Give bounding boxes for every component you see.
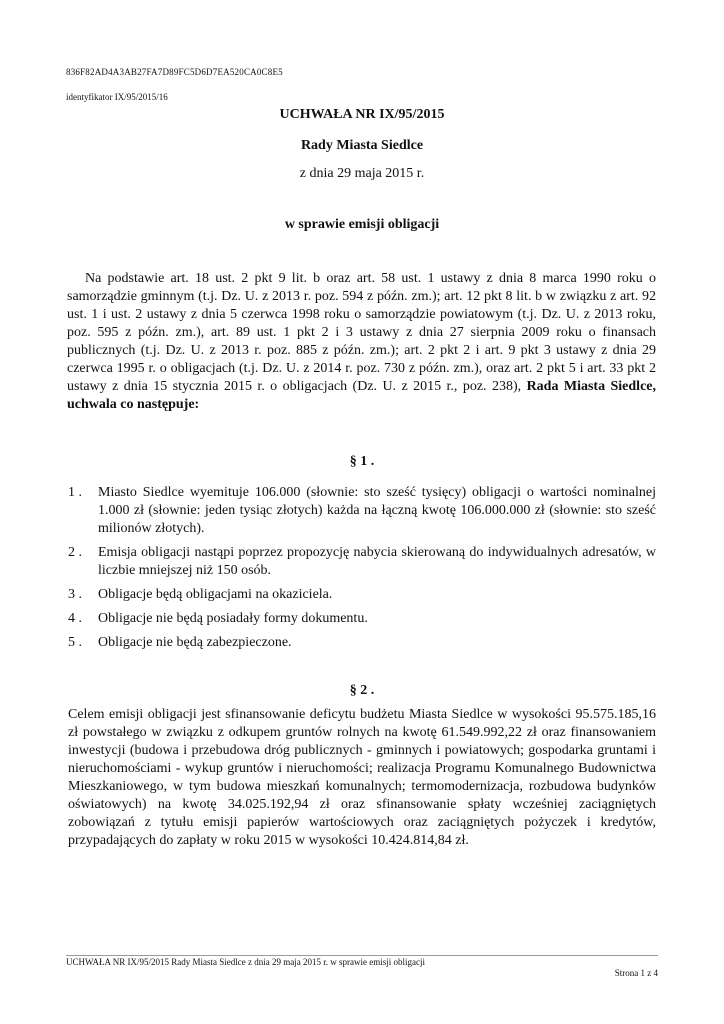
list-item bbox=[68, 586, 656, 604]
list-item bbox=[68, 610, 656, 628]
list-item-text: Obligacje nie będą zabezpieczone. bbox=[98, 635, 292, 650]
list-item-number: 1 . bbox=[68, 485, 82, 500]
list-item-text: Miasto Siedlce wyemituje 106.000 (słownie: sto sześć tysięcy) obligacji o wartości nominalnej 1.000 zł (słownie: jeden tysiąc złotych) każda na łączną kwotę 106.000.000 zł (słownie: sto sześć milionów złotych). bbox=[98, 485, 656, 536]
resolution-subject: w sprawie emisji obligacji bbox=[284, 217, 440, 232]
list-item-number: 2 . bbox=[68, 545, 82, 560]
preamble-text: Na podstawie art. 18 ust. 2 pkt 9 lit. b oraz art. 58 ust. 1 ustawy z dnia 8 marca 1990 roku o samorządzie gminnym (t.j. Dz. U. z 2013 r. poz. 594 z późn. zm.); art. 12 pkt 8 lit. b w związku z art. 92 ust. 1 i ust. 2 ustawy z dnia 5 czerwca 1998 roku o samorządzie powiatowym (t.j. Dz. U. z 2013 roku, poz. 595 z późn. zm.), art. 89 ust. 1 pkt 2 i 3 ustawy z dnia 27 sierpnia 2009 roku o finansach publicznych (t.j. Dz. U. z 2013 r. poz. 885 z późn. zm.); art. 2 pkt 2 i art. 9 pkt 3 ustawy z dnia 29 czerwca 1995 r. o obligacjach (t.j. Dz. U. z 2014 r. poz. 730 z późn. zm.), oraz art. 2 pkt 5 i art. 33 pkt 2 ustawy z dnia 15 stycznia 2015 r. o obligacjach (Dz. U. z 2015 r., poz. 238), bbox=[67, 271, 656, 394]
document-identifier: identyfikator IX/95/2015/16 bbox=[66, 92, 168, 102]
section-2-heading: § 2 . bbox=[349, 683, 375, 698]
section-1-list bbox=[68, 484, 656, 658]
resolution-date: z dnia 29 maja 2015 r. bbox=[299, 166, 425, 181]
footer-divider bbox=[66, 955, 658, 956]
resolution-title: UCHWAŁA NR IX/95/2015 bbox=[279, 107, 445, 122]
council-name: Rady Miasta Siedlce bbox=[300, 138, 424, 153]
section-1-heading: § 1 . bbox=[349, 454, 375, 469]
list-item bbox=[68, 634, 656, 652]
preamble-paragraph bbox=[67, 270, 656, 414]
list-item bbox=[68, 544, 656, 580]
page-number: Strona 1 z 4 bbox=[614, 968, 658, 978]
list-item bbox=[68, 484, 656, 538]
footer-caption: UCHWAŁA NR IX/95/2015 Rady Miasta Siedlce z dnia 29 maja 2015 r. w sprawie emisji obligacji bbox=[66, 957, 425, 967]
list-item-text: Emisja obligacji nastąpi poprzez propozycję nabycia skierowaną do indywidualnych adresatów, w liczbie mniejszej niż 150 osób. bbox=[98, 545, 656, 578]
list-item-text: Obligacje nie będą posiadały formy dokumentu. bbox=[98, 611, 368, 626]
section-2-paragraph: Celem emisji obligacji jest sfinansowanie deficytu budżetu Miasta Siedlce w wysokości 95.575.185,16 zł powstałego w związku z odkupem gruntów rolnych na kwotę 61.549.992,22 zł oraz finansowaniem inwestycji (budowa i przebudowa dróg publicznych - gminnych i powiatowych; gospodarka gruntami i nieruchomościami - wykup gruntów i nieruchomości; realizacja Programu Komunalnego Budownictwa Mieszkaniowego, w tym budowa mieszkań komunalnych; termomodernizacja, rozbudowa budynków oświatowych) na kwotę 34.025.192,94 zł oraz sfinansowanie spłaty wcześniej zaciągniętych zobowiązań z tytułu emisji papierów wartościowych oraz zaciągniętych pożyczek i kredytów, przypadających do zapłaty w roku 2015 w wysokości 10.424.814,84 zł. bbox=[68, 707, 656, 848]
list-item-text: Obligacje będą obligacjami na okaziciela. bbox=[98, 587, 333, 602]
list-item-number: 3 . bbox=[68, 587, 82, 602]
document-hash: 836F82AD4A3AB27FA7D89FC5D6D7EA520CA0C8E5 bbox=[66, 67, 283, 77]
list-item-number: 4 . bbox=[68, 611, 82, 626]
list-item-number: 5 . bbox=[68, 635, 82, 650]
preamble-bold-tail: Rada Miasta Siedlce, uchwala co następuje: bbox=[67, 379, 657, 412]
